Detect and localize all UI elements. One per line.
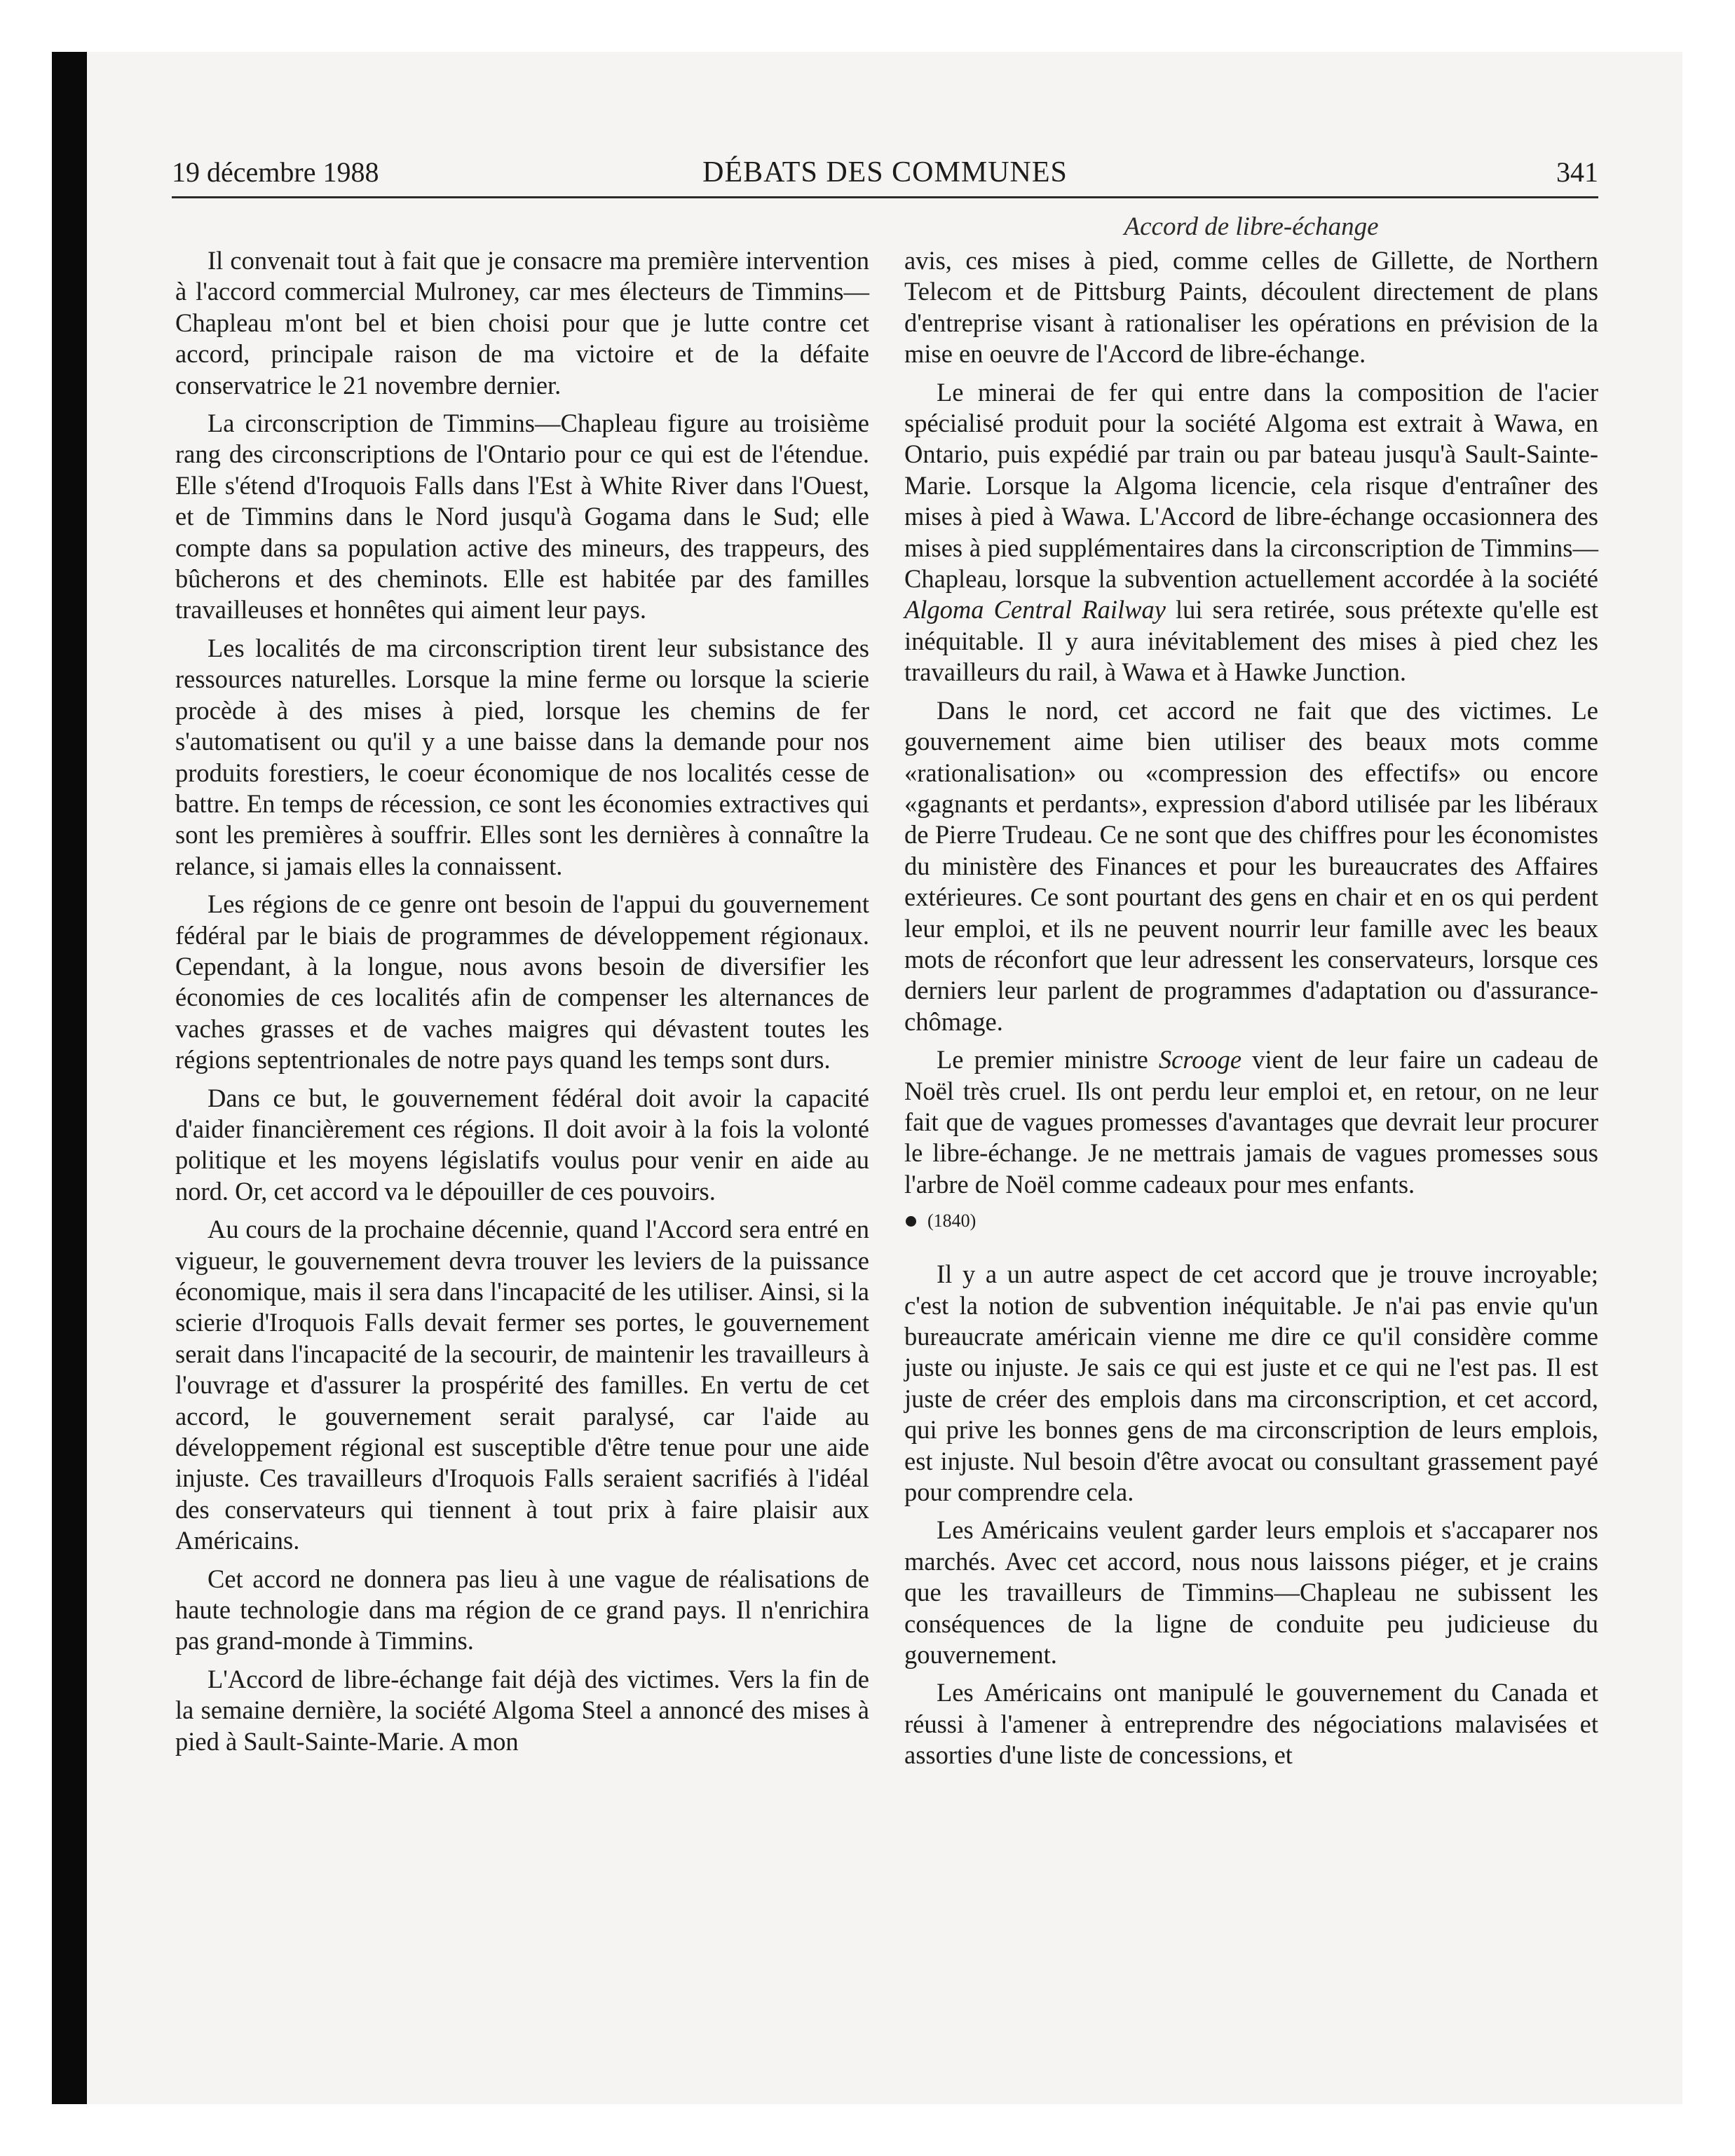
paragraph: Il convenait tout à fait que je consacre ma première intervention à l'accord commercial Mulroney, car mes électeurs de Timmins—Chapleau m'ont bel et bien choisi pour que je lutte contre cet accord, principale raison de ma victoire et de la défaite conservatrice le 21 novembre dernier. — [175, 246, 869, 400]
paragraph: Dans le nord, cet accord ne fait que des victimes. Le gouvernement aime bien utiliser des beaux mots comme «rationalisation» ou «compression des effectifs» ou encore «gagnants et perdants», expression d'abord utilisée par les libéraux de Pierre Trudeau. Ce ne sont que des chiffres pour les économistes du ministère des Finances et pour les bureaucrates des Affaires extérieures. Ce sont pourtant des gens en chair et en os qui perdent leur emploi, et ils ne peuvent nourrir leur famille avec les beaux mots de réconfort que leur adressent les conservateurs, lorsque ces derniers leur parlent de programmes d'adaptation ou d'assurance-chômage. — [904, 695, 1598, 1036]
paragraph: Les localités de ma circonscription tirent leur subsistance des ressources naturelles. Lorsque la mine ferme ou lorsque la scierie procède à des mises à pied, lorsque les chemins de fer s'automatisent ou qu'il y a une baisse dans la demande pour nos produits forestiers, le coeur économique de nos localités cesse de battre. En temps de récession, ce sont les économies extractives qui sont les premières à souffrir. Elles sont les dernières à connaître la relance, si jamais elles la connaissent. — [175, 633, 869, 880]
paragraph — [904, 377, 1598, 688]
paragraph-text: Le minerai de fer qui entre dans la composition de l'acier spécialisé produit pour la société Algoma est extrait à Wawa, en Ontario, puis expédié par train ou par bateau jusqu'à Sault-Sainte-Marie. Lorsque la Algoma licencie, cela risque d'entraîner des mises à pied à Wawa. L'Accord de libre-échange occasionnera des mises à pied supplémentaires dans la circonscription de Timmins—Chapleau, lorsque la subvention actuellement accordée à la société — [904, 377, 1598, 594]
paragraph: Dans ce but, le gouvernement fédéral doit avoir la capacité d'aider financièrement ces régions. Il doit avoir à la fois la volonté politique et les moyens législatifs voulus pour venir en aide au nord. Or, cet accord va le dépouiller de ces pouvoirs. — [175, 1083, 869, 1206]
company-name: Algoma Central Railway — [904, 595, 1166, 625]
page-number: 341 — [1556, 156, 1598, 188]
emphasis-name: Scrooge — [1158, 1045, 1242, 1074]
paragraph: La circonscription de Timmins—Chapleau figure au troisième rang des circonscriptions de l'Ontario pour ce qui est de l'étendue. Elle s'étend d'Iroquois Falls dans l'Est à White River dans l'Ouest, et de Timmins dans le Nord jusqu'à Gogama dans le Sud; elle compte dans sa population active des mineurs, des trappeurs, des bûcherons et des cheminots. Elle est habitée par des familles travailleuses et honnêtes qui aiment leur pays. — [175, 409, 869, 625]
left-column — [175, 245, 869, 1764]
scan-edge — [52, 52, 87, 2104]
journal-title: DÉBATS DES COMMUNES — [702, 156, 1068, 189]
time-marker-text: (1840) — [927, 1210, 977, 1231]
paragraph-text: vient de leur faire un cadeau de Noël très cruel. Ils ont perdu leur emploi et, en retour, on ne leur fait que de vagues promesses d'avantages que devrait leur procurer le libre-échange. Je ne mettrais jamais de vagues promesses sous l'arbre de Noël comme cadeaux pour mes enfants. — [904, 1045, 1598, 1199]
paragraph-text: lui sera retirée, sous prétexte qu'elle est inéquitable. Il y aura inévitablement des mises à pied chez les travailleurs du rail, à Wawa et à Hawke Junction. — [904, 595, 1598, 687]
running-title: Accord de libre-échange — [1124, 212, 1379, 241]
page-header — [172, 156, 1598, 198]
paragraph: Les régions de ce genre ont besoin de l'appui du gouvernement fédéral par le biais de programmes de développement régionaux. Cependant, à la longue, nous avons besoin de diversifier les économies de ces localités afin de compenser les alternances de vaches grasses et de vaches maigres qui dévastent toutes les régions septentrionales de notre pays quand les temps sont durs. — [175, 889, 869, 1074]
paragraph: Les Américains ont manipulé le gouvernement du Canada et réussi à l'amener à entreprendre des négociations malavisées et assorties d'une liste de concessions, et — [904, 1678, 1598, 1770]
paragraph-text: Le premier ministre — [937, 1045, 1159, 1074]
paragraph: Au cours de la prochaine décennie, quand l'Accord sera entré en vigueur, le gouvernement devra trouver les leviers de la puissance économique, mais il sera dans l'incapacité de les utiliser. Ainsi, si la scierie d'Iroquois Falls devait fermer ses portes, le gouvernement serait dans l'incapacité de la secourir, de maintenir les travailleurs à l'ouvrage et d'assurer la prospérité des familles. En vertu de cet accord, le gouvernement serait paralysé, car l'aide au développement régional est susceptible d'être tenue pour une aide injuste. Ces travailleurs d'Iroquois Falls seraient sacrifiés à l'idéal des conservateurs qui tiennent à tout prix à faire plaisir aux Américains. — [175, 1215, 869, 1555]
bullet-icon — [906, 1216, 916, 1227]
paragraph: avis, ces mises à pied, comme celles de Gillette, de Northern Telecom et de Pittsburg Paints, découlent directement de plans d'entreprise visant à rationaliser les opérations en prévision de la mise en oeuvre de l'Accord de libre-échange. — [904, 246, 1598, 369]
paragraph — [904, 1044, 1598, 1200]
paragraph: Il y a un autre aspect de cet accord que je trouve incroyable; c'est la notion de subvention inéquitable. Je n'ai pas envie qu'un bureaucrate américain vienne me dire ce qu'il considère comme juste ou injuste. Je sais ce qui est juste et ce qui ne l'est pas. Il est juste de créer des emplois dans ma circonscription, et cet accord, qui prive les bonnes gens de ma circonscription de leurs emplois, est injuste. Nul besoin d'être avocat ou consultant grassement payé pour comprendre cela. — [904, 1260, 1598, 1507]
header-date: 19 décembre 1988 — [172, 156, 379, 188]
paragraph: Cet accord ne donnera pas lieu à une vague de réalisations de haute technologie dans ma région de ce grand pays. Il n'enrichira pas grand-monde à Timmins. — [175, 1564, 869, 1656]
paragraph: L'Accord de libre-échange fait déjà des victimes. Vers la fin de la semaine dernière, la société Algoma Steel a annoncé des mises à pied à Sault-Sainte-Marie. A mon — [175, 1664, 869, 1756]
time-marker — [904, 1207, 1598, 1235]
right-column — [904, 245, 1598, 1778]
paragraph: Les Américains veulent garder leurs emplois et s'accaparer nos marchés. Avec cet accord, nous nous laissons piéger, et je crains que les travailleurs de Timmins—Chapleau ne subissent les conséquences de la ligne de conduite peu judicieuse du gouvernement. — [904, 1515, 1598, 1670]
